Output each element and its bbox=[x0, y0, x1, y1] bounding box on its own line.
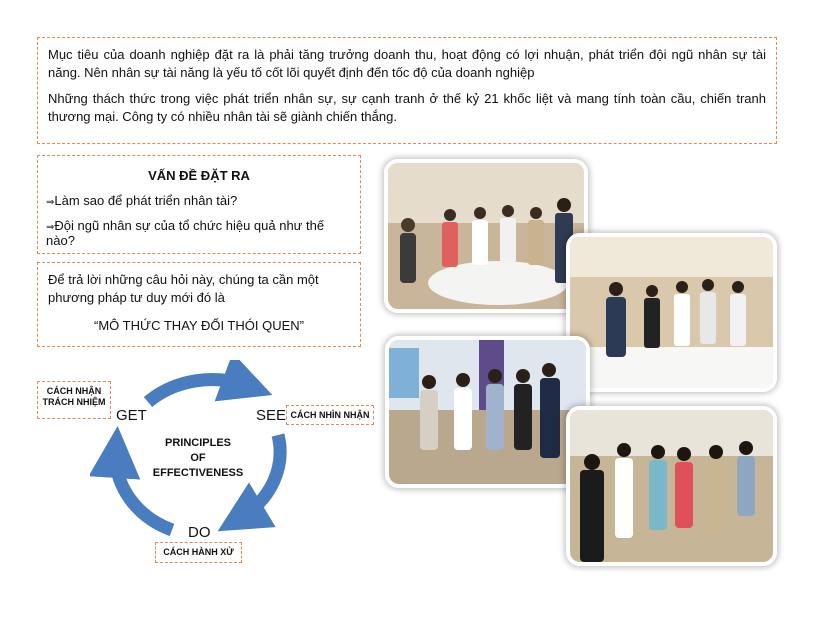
issue-question-1 bbox=[46, 193, 352, 208]
issue-question-2 bbox=[46, 218, 352, 248]
answer-quote: “MÔ THỨC THAY ĐỔI THÓI QUEN” bbox=[94, 318, 304, 333]
issue-title: VẤN ĐỀ ĐẶT RA bbox=[148, 168, 250, 183]
center-line-2: OF bbox=[190, 452, 206, 464]
cycle-do: DO bbox=[188, 524, 211, 541]
cycle-arrow-get-to-see bbox=[148, 380, 248, 402]
cycle-see: SEE bbox=[256, 407, 287, 424]
center-line-3: EFFECTIVENESS bbox=[152, 467, 244, 479]
question-1-text: Làm sao để phát triển nhân tài? bbox=[54, 193, 238, 208]
event-photo-4 bbox=[566, 406, 777, 566]
intro-box bbox=[37, 37, 777, 144]
intro-paragraph-2: Những thách thức trong việc phát triển nhân sự, sự cạnh tranh ở thế kỷ 21 khốc liệt và mang tính toàn cầu, chiến tranh thương mại. Công ty có nhiều nhân tài sẽ giành chiến thắng. bbox=[48, 91, 766, 124]
event-photo-3 bbox=[385, 336, 590, 488]
arrow-right-icon: ⇒ bbox=[46, 222, 55, 233]
question-2-text: Đội ngũ nhân sự của tổ chức hiệu quả như thế nào? bbox=[46, 218, 325, 248]
label-responsibility bbox=[37, 381, 111, 419]
issue-box bbox=[37, 155, 361, 254]
answer-box bbox=[37, 262, 361, 347]
cycle-get: GET bbox=[116, 407, 147, 424]
event-photo-1 bbox=[384, 159, 588, 313]
label-responsibility-line-1: CÁCH NHẬN bbox=[46, 386, 102, 396]
center-line-1: PRINCIPLES bbox=[164, 437, 231, 449]
arrow-right-icon: ⇒ bbox=[46, 197, 55, 208]
answer-text: Để trả lời những câu hỏi này, chúng ta cần một phương pháp tư duy mới đó là bbox=[48, 272, 319, 305]
event-photo-2 bbox=[566, 233, 777, 392]
cycle-arrow-see-to-do bbox=[240, 435, 280, 518]
label-act: CÁCH HÀNH XỬ bbox=[155, 542, 242, 563]
cycle-center-text bbox=[150, 436, 246, 481]
label-see: CÁCH NHÌN NHẬN bbox=[286, 405, 374, 425]
intro-paragraph-1: Mục tiêu của doanh nghiệp đặt ra là phải tăng trưởng doanh thu, hoạt động có lợi nhuận, phát triển đội ngũ nhân sự tài năng. Nên nhân sự tài năng là yếu tố cốt lõi quyết định đến tốc độ của doanh nghiệp bbox=[48, 47, 766, 80]
label-responsibility-line-2: TRÁCH NHIỆM bbox=[42, 397, 106, 407]
